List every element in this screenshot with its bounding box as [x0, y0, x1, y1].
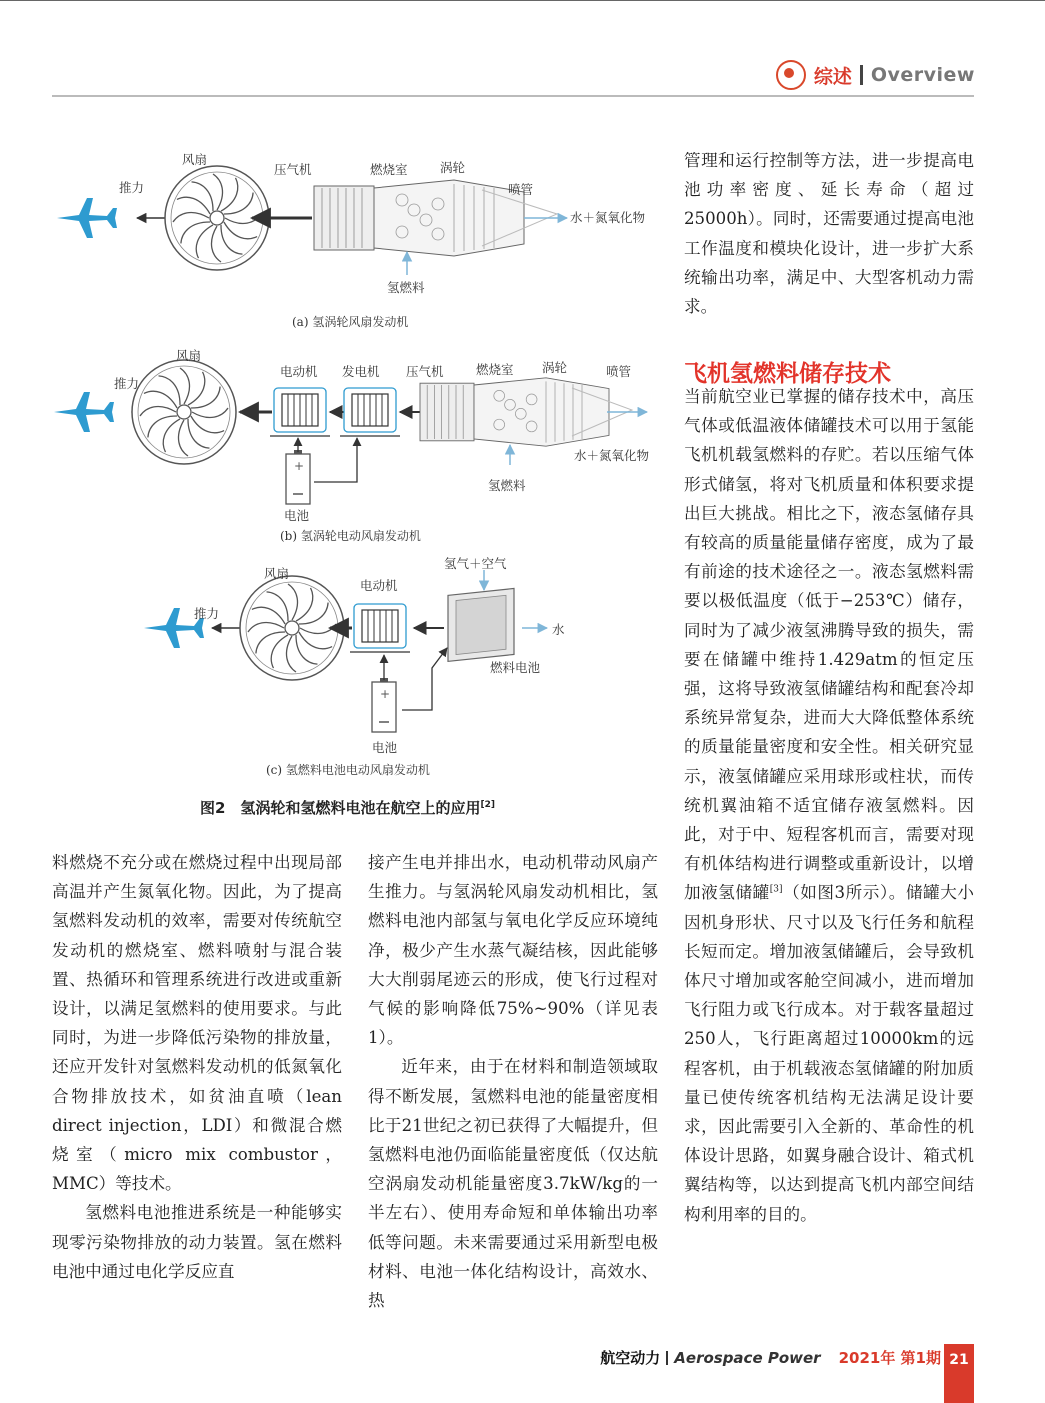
page-number: 21 [944, 1344, 974, 1403]
label-fan-c: 风扇 [264, 566, 290, 581]
label-exhaust-b: 水＋氮氧化物 [574, 448, 650, 463]
label-turbine-b: 涡轮 [542, 360, 568, 375]
header-divider [860, 65, 863, 85]
label-fuel-b: 氢燃料 [488, 478, 526, 493]
label-motor-b: 电动机 [280, 364, 318, 379]
motor-icon [350, 604, 410, 652]
battery-icon [286, 450, 310, 504]
label-compressor-b: 压气机 [406, 364, 444, 379]
turbofan-engine-icon [314, 180, 524, 256]
label-battery-c: 电池 [372, 740, 398, 755]
citation-ref: [3] [769, 884, 783, 895]
running-header [776, 60, 975, 90]
label-input-c: 氢气＋空气 [444, 556, 507, 571]
label-fuel-a: 氢燃料 [387, 280, 425, 295]
panel-c [144, 556, 565, 777]
label-fan-a: 风扇 [182, 152, 208, 167]
panel-a [57, 152, 646, 329]
top-border [0, 0, 1045, 1]
paragraph: 当前航空业已掌握的储存技术中，高压气体或低温液体储罐技术可以用于氢能飞机机载氢燃料的存贮。若以压缩气体形式储氢，将对飞机质量和体积要求提出巨大挑战。相比之下，液态氢储存具有较高的质量能量储存密度，成为了最有前途的技术途径之一。液态氢燃料需要以极低温度（低于−253℃）储存，同时为了减少液氢沸腾导致的损失，需要在储罐中维持1.429atm的恒定压强，这将导致液氢储罐结构和配套冷却系统异常复杂，进而大大降低整体系统的质量能量密度和安全性。相关研究显示，液氢储罐应采用球形或柱状，而传统机翼油箱不适宜储存液氢燃料。因此，对于中、短程客机而言，需要对现有机体结构进行调整或重新设计，以增加液氢储罐[3]（如图3所示）。储罐大小因机身形状、尺寸以及飞行任务和航程长短而定。增加液氢储罐后，会导致机体尺寸增加或客舱空间减小，进而增加飞行阻力或飞行成本。对于载客量超过250人，飞行距离超过10000km的远程客机，由于机载液态氢储罐的附加质量已使传统客机结构无法满足设计要求，因此需要引入全新的、革命性的机体设计思路，如翼身融合设计、箱式机翼结构等，以达到提高飞机内部空间结构利用率的目的。 [684, 387, 974, 1224]
label-exhaust-a: 水＋氮氧化物 [570, 210, 646, 225]
airplane-icon [54, 392, 114, 432]
paragraph: 氢燃料电池推进系统是一种能够实现零污染物排放的动力装置。氢在燃料电池中通过电化学反应直 [52, 1203, 342, 1281]
section-label-en: Overview [870, 64, 975, 86]
journal-name-zh: 航空动力 [600, 1349, 661, 1367]
label-thrust-b: 推力 [114, 376, 140, 391]
section-heading: 飞机氢燃料储存技术 [684, 361, 891, 387]
figure-title: 图2 氢涡轮和氢燃料电池在航空上的应用[2] [200, 799, 495, 817]
panel-b [54, 348, 650, 543]
battery-icon [372, 678, 396, 732]
label-combustor-a: 燃烧室 [370, 162, 408, 177]
label-nozzle-a: 喷管 [508, 182, 534, 197]
fan-icon [240, 576, 344, 680]
paragraph: 近年来，由于在材料和制造领域取得不断发展，氢燃料电池的能量密度相比于21世纪之初已获得了大幅提升，但氢燃料电池仍面临能量密度低（仅达航空涡扇发动机能量密度3.7kW/kg的一半左右）、使用寿命短和单体输出功率低等问题。未来需要通过采用新型电极材料、电池一体化结构设计，高效水、热 [368, 1057, 658, 1311]
label-battery-b: 电池 [284, 508, 310, 523]
label-turbine-a: 涡轮 [440, 160, 466, 175]
motor-icon [270, 388, 330, 436]
label-fan-b: 风扇 [176, 348, 202, 363]
fan-icon [132, 360, 236, 464]
paragraph: 管理和运行控制等方法，进一步提高电池功率密度、延长寿命（超过25000h）。同时，还需要通过提高电池工作温度和模块化设计，进一步扩大系统输出功率，满足中、大型客机动力需求。 [684, 151, 974, 317]
running-footer [600, 1347, 941, 1368]
label-nozzle-b: 喷管 [606, 364, 632, 379]
header-rule [52, 95, 974, 97]
figure-ref: [2] [480, 800, 495, 810]
label-motor-c: 电动机 [360, 578, 398, 593]
label-generator-b: 发电机 [342, 364, 380, 379]
journal-logo-icon [776, 60, 806, 90]
fuel-cell-icon [448, 588, 514, 661]
label-thrust-c: 推力 [194, 606, 220, 621]
label-water-c: 水 [552, 622, 565, 637]
column-left [52, 848, 342, 1286]
column-right-body [684, 382, 974, 1229]
column-right-top [684, 146, 974, 321]
caption-b: (b) 氢涡轮电动风扇发动机 [280, 529, 421, 543]
journal-name-en: Aerospace Power [674, 1348, 821, 1367]
footer-divider [666, 1351, 668, 1365]
turbofan-engine-icon [420, 378, 609, 446]
airplane-icon [57, 198, 117, 238]
section-label-zh: 综述 [813, 65, 852, 88]
paragraph: 料燃烧不充分或在燃烧过程中出现局部高温并产生氮氧化物。因此，为了提高氢燃料发动机的效率，需要对传统航空发动机的燃烧室、燃料喷射与混合装置、热循环和管理系统进行改进或重新设计，以满足氢燃料的使用要求。与此同时，为进一步降低污染物的排放量，还应开发针对氢燃料发动机的低氮氧化合物排放技术，如贫油直喷（lean direct injection，LDI）和微混合燃烧室（micro mix combustor，MMC）等技术。 [52, 853, 342, 1194]
issue-label: 2021年 第1期 [838, 1349, 941, 1367]
column-middle [368, 848, 658, 1315]
generator-icon [340, 388, 400, 436]
label-compressor-a: 压气机 [274, 162, 312, 177]
caption-c: (c) 氢燃料电池电动风扇发动机 [266, 763, 430, 777]
caption-a: (a) 氢涡轮风扇发动机 [292, 315, 409, 329]
figure-2: + 风扇 推力 压气机 燃烧室 涡轮 喷管 水＋氮氧化物 氢燃料 (a) 氢涡轮风扇发动机 风扇 推力 电动机 发电机 压气机 燃烧室 涡轮 喷管 水＋氮氧化物 氢燃料 电池 (b) 氢涡轮电动风扇发动机 风扇 推力 电动机 氢气＋空气 水 燃料电池 电池 (c) 氢燃料电池电动风扇发动机 [48, 117, 650, 777]
label-fuel-cell-c: 燃料电池 [490, 660, 541, 675]
label-combustor-b: 燃烧室 [476, 362, 514, 377]
label-thrust-a: 推力 [119, 180, 145, 195]
paragraph: 接产生电并排出水，电动机带动风扇产生推力。与氢涡轮风扇发动机相比，氢燃料电池内部氢与氧电化学反应环境纯净，极少产生水蒸气凝结核，因此能够大大削弱尾迹云的形成，使飞行过程对气候的影响降低75%~90%（详见表1）。 [368, 853, 658, 1048]
